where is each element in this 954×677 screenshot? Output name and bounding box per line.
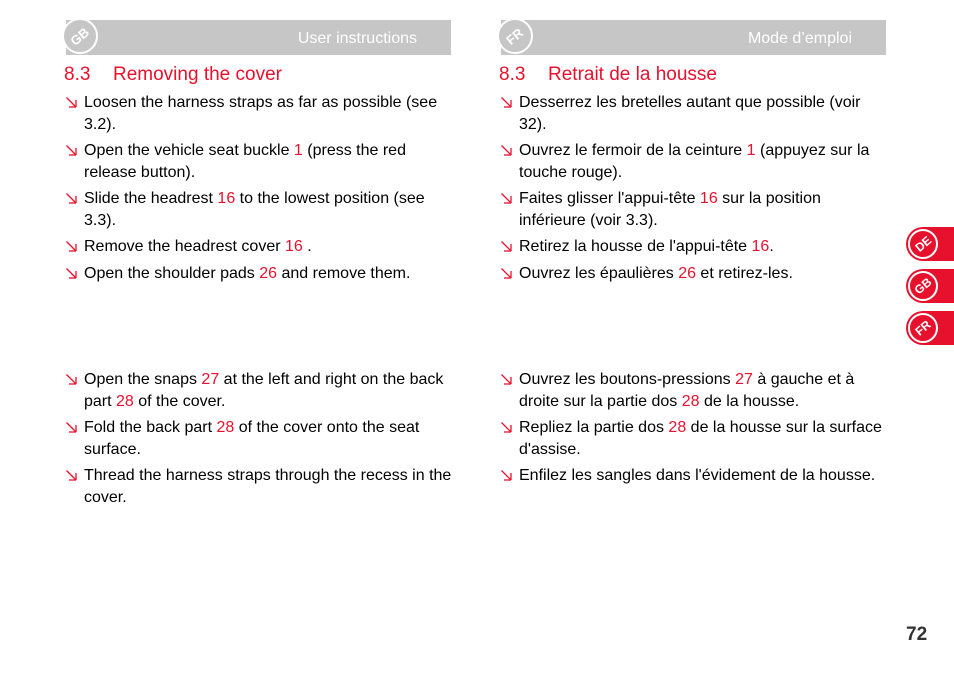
list-item — [500, 188, 884, 231]
bullet-arrow-icon — [65, 96, 78, 109]
step-text: Desserrez les bretelles autant que possible (voir 32). — [519, 94, 861, 133]
list-item — [65, 465, 453, 508]
step-text: Enfilez les sangles dans l'évidement de la housse. — [519, 467, 876, 484]
step-text: and remove them. — [277, 264, 411, 282]
part-reference-number: 28 — [216, 419, 235, 436]
language-circle-fr: FR — [908, 313, 938, 343]
step-text: de la housse. — [699, 392, 800, 410]
step-text: to the lowest position (see 3.3). — [84, 190, 425, 229]
bullet-arrow-icon — [65, 373, 78, 386]
language-badge-fr: FR — [497, 18, 533, 54]
step-text: à gauche et à droite sur la partie dos — [519, 371, 855, 410]
part-reference-number: 1 — [746, 142, 756, 159]
steps-list-right-1 — [500, 92, 884, 289]
steps-list-left-2 — [65, 369, 453, 513]
step-text: Thread the harness straps through the recess in the cover. — [84, 467, 452, 506]
list-item — [500, 92, 884, 135]
list-item — [65, 263, 453, 285]
bullet-arrow-icon — [500, 421, 513, 434]
step-text: Open the snaps — [84, 371, 202, 388]
bullet-arrow-icon — [65, 421, 78, 434]
side-tab-de[interactable] — [906, 227, 954, 261]
part-reference-number: 28 — [668, 419, 687, 436]
part-reference-number: 16 — [699, 190, 718, 207]
section-number: 8.3 — [499, 64, 526, 85]
header-bar-right — [501, 20, 886, 55]
language-badge-gb: GB — [62, 18, 98, 54]
bullet-arrow-icon — [65, 469, 78, 482]
section-number: 8.3 — [64, 64, 91, 85]
step-text: Ouvrez le fermoir de la ceinture — [519, 142, 747, 159]
bullet-arrow-icon — [500, 192, 513, 205]
side-tab-gb[interactable] — [906, 269, 954, 303]
bullet-arrow-icon — [500, 469, 513, 482]
language-circle-gb: GB — [908, 271, 938, 301]
step-text: at the left and right on the back part — [84, 371, 444, 410]
part-reference-number: 16 — [751, 238, 770, 255]
step-text: Open the shoulder pads — [84, 264, 260, 282]
list-item — [65, 417, 453, 460]
part-reference-number: 1 — [293, 142, 303, 159]
part-reference-number: 28 — [681, 392, 700, 410]
bullet-arrow-icon — [65, 267, 78, 280]
part-reference-number: 16 — [217, 190, 236, 207]
step-text: . — [302, 238, 312, 255]
steps-list-left-1 — [65, 92, 453, 289]
step-text: sur la position inférieure (voir 3.3). — [519, 190, 821, 229]
step-text: Ouvrez les boutons-pressions — [519, 371, 736, 388]
part-reference-number: 26 — [259, 264, 278, 282]
list-item — [65, 236, 453, 258]
step-text: . — [769, 238, 774, 255]
part-reference-number: 27 — [201, 371, 220, 388]
step-text: et retirez-les. — [695, 264, 793, 282]
step-text: Open the vehicle seat buckle — [84, 142, 294, 159]
bullet-arrow-icon — [500, 144, 513, 157]
step-text: Fold the back part — [84, 419, 217, 436]
part-reference-number: 28 — [116, 392, 134, 410]
header-title-left: User instructions — [297, 30, 417, 47]
list-item — [500, 263, 884, 285]
section-heading: Removing the cover — [113, 64, 282, 85]
list-item — [500, 417, 884, 460]
bullet-arrow-icon — [500, 96, 513, 109]
section-title-left — [64, 64, 282, 86]
step-text: Remove the headrest cover — [84, 238, 285, 255]
list-item — [65, 188, 453, 231]
list-item — [500, 140, 884, 183]
step-text: (appuyez sur la touche rouge). — [519, 142, 870, 181]
part-reference-number: 16 — [285, 238, 303, 255]
language-circle-de: DE — [908, 229, 938, 259]
part-reference-number: 26 — [678, 264, 696, 282]
bullet-arrow-icon — [65, 144, 78, 157]
list-item — [500, 369, 884, 412]
list-item — [500, 236, 884, 258]
header-title-right: Mode d’emploi — [747, 30, 852, 47]
list-item — [65, 369, 453, 412]
step-text: Retirez la housse de l'appui-tête — [519, 238, 752, 255]
step-text: Loosen the harness straps as far as possible (see 3.2). — [84, 94, 438, 133]
step-text: Repliez la partie dos — [519, 419, 669, 436]
bullet-arrow-icon — [500, 373, 513, 386]
bullet-arrow-icon — [500, 267, 513, 280]
part-reference-number: 27 — [735, 371, 753, 388]
step-text: of the cover onto the seat surface. — [84, 419, 420, 458]
bullet-arrow-icon — [65, 192, 78, 205]
section-title-right — [499, 64, 717, 86]
step-text: Ouvrez les épaulières — [519, 264, 679, 282]
bullet-arrow-icon — [65, 240, 78, 253]
steps-list-right-2 — [500, 369, 884, 492]
section-heading: Retrait de la housse — [548, 64, 717, 85]
step-text: of the cover. — [133, 392, 226, 410]
bullet-arrow-icon — [500, 240, 513, 253]
list-item — [500, 465, 884, 487]
list-item — [65, 140, 453, 183]
step-text: Faites glisser l'appui-tête — [519, 190, 700, 207]
step-text: Slide the headrest — [84, 190, 218, 207]
list-item — [65, 92, 453, 135]
page-number: 72 — [906, 624, 928, 645]
side-tab-fr[interactable] — [906, 311, 954, 345]
step-text: (press the red release button). — [84, 142, 406, 181]
step-text: de la housse sur la surface d'assise. — [519, 419, 882, 458]
header-bar-left — [66, 20, 451, 55]
